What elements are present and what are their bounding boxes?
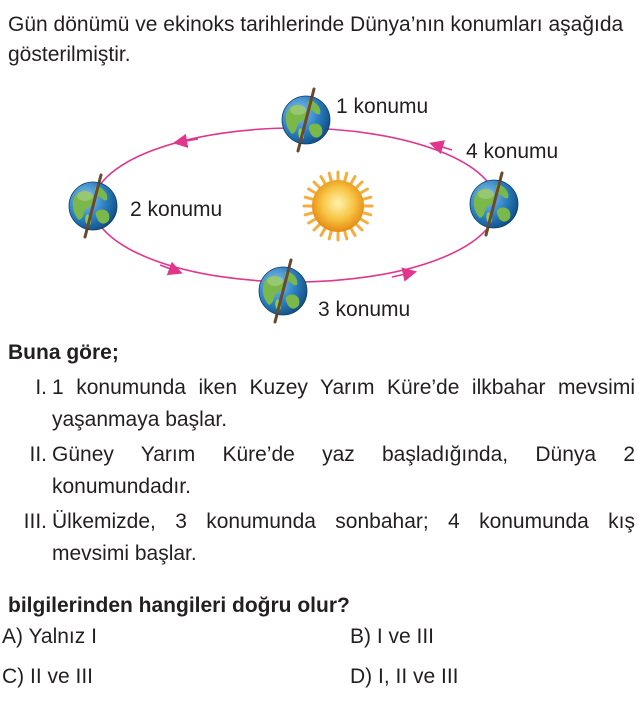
statement-list [0,372,639,573]
orbit-arrow-bottom-right [392,273,410,277]
statement-text: 1 konumunda iken Kuzey Yarım Küre’de ilkbahar mevsimi yaşanmaya başlar. [52,376,635,431]
option-a[interactable]: A) Yalnız I [2,625,97,648]
statement-3 [0,506,639,570]
position-label-2: 2 konumu [130,198,223,221]
earth-globe-icon-3 [259,260,307,322]
earth-globe-icon-4 [470,173,518,235]
orbit-arrow-top-right [436,145,452,150]
statement-number: III. [23,510,47,533]
statement-2 [0,439,639,503]
statement-text: Güney Yarım Küre’de yaz başladığında, Dünya 2 konumundadır. [52,443,635,498]
question-heading: Buna göre; [8,341,119,364]
statement-1 [0,372,639,436]
statement-text: Ülkemizde, 3 konumunda sonbahar; 4 konumunda kış mevsimi başlar. [52,510,635,565]
option-b[interactable]: B) I ve III [350,625,435,648]
option-c[interactable]: C) II ve III [2,665,94,688]
earth-orbit-diagram [0,84,639,334]
position-label-3: 3 konumu [318,298,411,321]
statement-number: II. [29,443,47,466]
sun-icon [304,172,372,240]
intro-text: Gün dönümü ve ekinoks tarihlerinde Dünya’nın konumları aşağıda gösterilmiştir. [8,13,624,66]
earth-globe-icon-2 [69,175,117,237]
position-label-4: 4 konumu [466,140,559,163]
statement-number: I. [35,376,47,399]
option-d[interactable]: D) I, II ve III [350,665,459,688]
ask-heading: bilgilerinden hangileri doğru olur? [8,594,350,617]
position-label-1: 1 konumu [336,95,429,118]
earth-globe-icon-1 [282,89,330,151]
